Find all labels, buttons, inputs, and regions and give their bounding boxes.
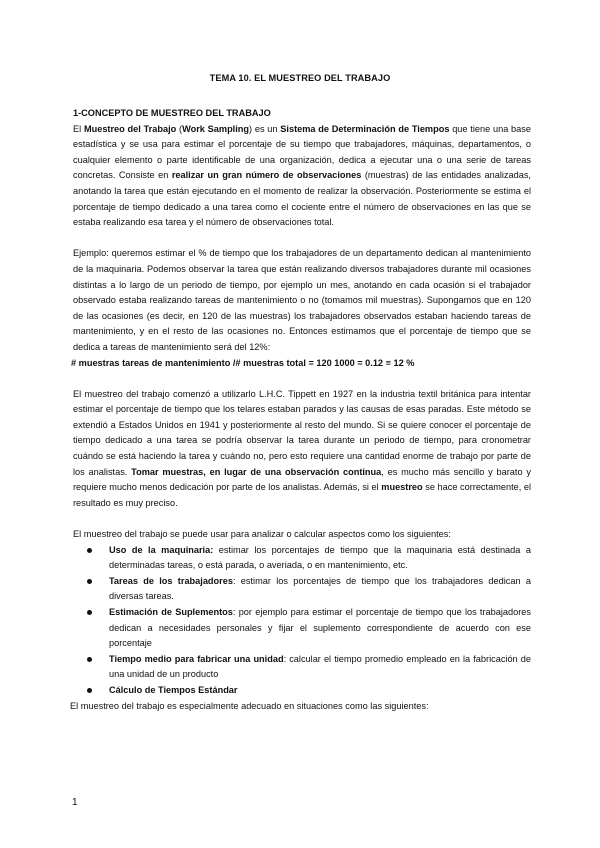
paragraph-spacer — [73, 511, 531, 527]
text-run: que tiene una base estadística y se usa para estimar el porcentaje de su tiempo que trabajadores, máquinas, departamentos, o cualquier elemento o parte identificable de una organización, dedica a ejecutar una o una serie de tareas concretas. Consiste en — [73, 123, 531, 181]
bullet-icon — [87, 548, 92, 553]
text-run: ) es un — [249, 123, 281, 134]
formula-result: = 120 1000 = 0.12 ≡ 12 % — [305, 357, 415, 368]
paragraph-uses-intro: El muestreo del trabajo se puede usar para analizar o calcular aspectos como los siguientes: — [73, 529, 451, 540]
paragraph-spacer — [73, 371, 531, 387]
bold-term: muestreo — [381, 482, 423, 493]
bold-term: realizar un gran número de observaciones — [171, 170, 362, 181]
list-item — [73, 543, 531, 574]
formula-line — [71, 356, 531, 372]
bold-term: Muestreo del Trabajo — [83, 123, 177, 134]
text-run: El muestreo del trabajo comenzó a utilizarlo L.H.C. Tippett en 1927 en la industria textil británica para intentar estimar el porcentaje de tiempo que los telares estaban parados y las causas de esas paradas. Este método se extendió a Estados Unidos en 1941 y posteriormente al resto del mundo. Si se quiere conocer el porcentaje de tiempo dedicado a una tarea se podría observar la tarea durante un periodo de tiempo, para cronometrar cuándo se está haciendo la tarea y cuándo no, pero esto requiere una cantidad enorme de trabajo por parte de los analistas. — [73, 388, 531, 477]
list-item-text: estimar los porcentajes de tiempo que la maquinaria está destinada a determinadas tareas, o está parada, o averiada, o en mantenimiento, etc. — [109, 544, 531, 571]
formula-bold: # muestras tareas de mantenimiento /# muestras total — [71, 357, 306, 368]
list-item-term: Tareas de los trabajadores — [109, 575, 233, 586]
text-run: se hace correctamente, el resultado es muy preciso. — [73, 482, 532, 508]
bold-term: Sistema de Determinación de Tiempos — [280, 123, 450, 134]
page-number: 1 — [72, 797, 78, 808]
text-run: ( — [176, 123, 183, 134]
text-run: El — [73, 123, 84, 134]
list-item-text: : estimar los porcentajes de tiempo que los trabajadores dedican a diversas tareas. — [109, 575, 531, 602]
list-item — [73, 683, 531, 699]
list-item-text: : por ejemplo para estimar el porcentaje de tiempo que los trabajadores dedican a necesidades personales y fijar el suplemento correspondiente de acuerdo con ese porcentaje — [109, 607, 532, 649]
list-item-term: Tiempo medio para fabricar una unidad — [109, 653, 284, 664]
text-run: (muestras) de las entidades analizadas, anotando la tarea que están ejecutando en el momento de realizar la observación. Posteriormente se estima el porcentaje de tiempo dedicado a una tarea como el cociente entre el número de observaciones en las que se estaba realizando esa tarea y el número de observaciones total. — [73, 170, 531, 228]
paragraph-definition — [73, 122, 531, 231]
list-item-text: : calcular el tiempo promedio empleado en la fabricación de una unidad de un producto — [109, 653, 531, 680]
paragraph-spacer — [73, 231, 531, 247]
list-item-term: Cálculo de Tiempos Estándar — [109, 684, 238, 695]
bullet-icon — [87, 579, 92, 584]
list-item — [73, 652, 531, 683]
document-body — [70, 106, 532, 714]
paragraph-history — [73, 387, 531, 512]
paragraph-situations-intro: El muestreo del trabajo es especialmente adecuado en situaciones como las siguientes: — [70, 700, 429, 711]
paragraph-example: Ejemplo: queremos estimar el % de tiempo que los trabajadores de un departamento dedican al mantenimiento de la maquinaria. Podemos observar la tarea que están realizando diversos trabajadores durante mil ocasiones distintas a lo largo de un periodo de tiempo, por ejemplo un mes, anotando en cada ocasión si el trabajador observado estaba realizando tareas de mantenimiento o no (tomamos mil muestras). Supongamos que en 120 de las ocasiones (es decir, en 120 de las muestras) los trabajadores observados estaban haciendo tareas de mantenimiento, y en el resto de las ocasiones no. Entonces estimamos que el porcentaje de tiempo que se dedica a tareas de mantenimiento será del 12%: — [73, 248, 531, 352]
bold-term: Tomar muestras, en lugar de una observación continua — [131, 466, 382, 477]
text-run: , es mucho más sencillo y barato y requiere mucho menos dedicación por parte de los analistas. Además, si el — [73, 466, 531, 493]
list-item-term: Estimación de Suplementos — [109, 607, 233, 617]
bold-term: Work Sampling — [182, 123, 250, 134]
bullet-icon — [87, 610, 92, 615]
bullet-icon — [87, 688, 92, 693]
list-item-term: Uso de la maquinaria: — [109, 544, 214, 555]
document-title: TEMA 10. EL MUESTREO DEL TRABAJO — [209, 73, 391, 83]
uses-list — [73, 543, 531, 699]
list-item — [73, 574, 531, 605]
bullet-icon — [87, 657, 92, 662]
section-heading: 1-CONCEPTO DE MUESTREO DEL TRABAJO — [73, 108, 271, 118]
list-item — [73, 605, 531, 652]
